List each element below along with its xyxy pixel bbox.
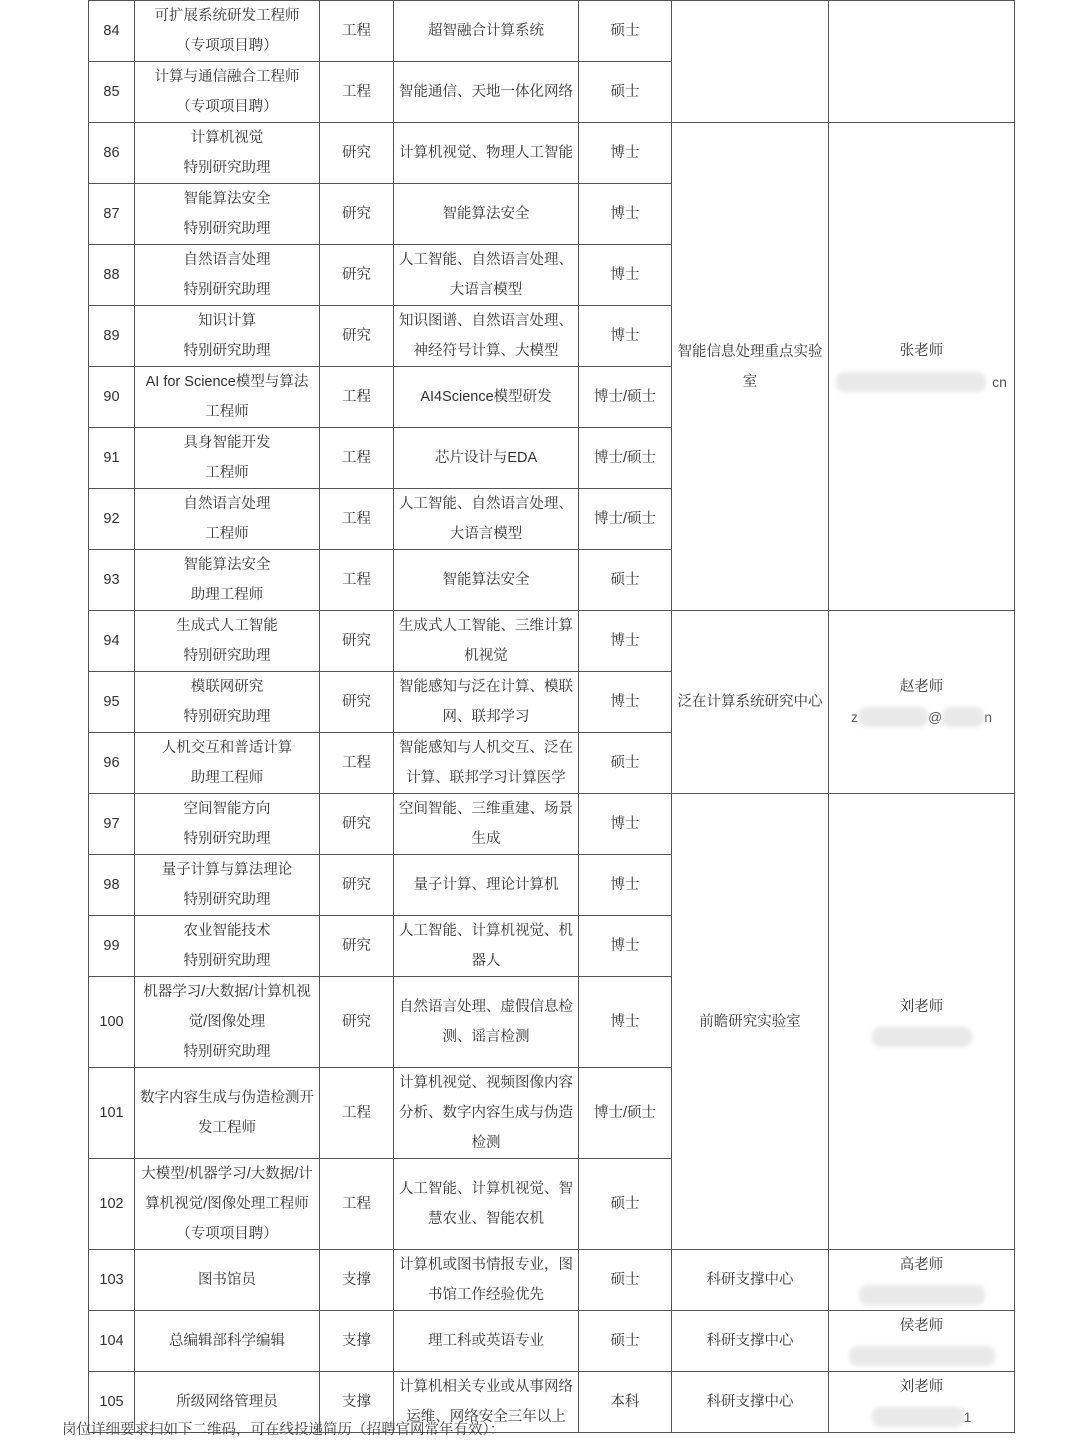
position-type: 研究 — [320, 184, 394, 245]
row-id: 87 — [89, 184, 135, 245]
degree-requirement: 博士/硕士 — [579, 489, 672, 550]
contact-name: 赵老师 — [899, 678, 944, 695]
research-field: 人工智能、计算机视觉、智 慧农业、智能农机 — [394, 1159, 579, 1250]
research-field: 量子计算、理论计算机 — [394, 855, 579, 916]
position-title: 具身智能开发 工程师 — [135, 428, 320, 489]
position-title: 所级网络管理员 — [135, 1372, 320, 1433]
row-id: 105 — [89, 1372, 135, 1433]
row-id: 102 — [89, 1159, 135, 1250]
research-field: 人工智能、自然语言处理、 大语言模型 — [394, 489, 579, 550]
position-type: 工程 — [320, 733, 394, 794]
degree-requirement: 博士 — [579, 916, 672, 977]
research-field: 计算机相关专业或从事网络 运维、网络安全三年以上 — [394, 1372, 579, 1433]
research-field: 芯片设计与EDA — [394, 428, 579, 489]
position-title: 空间智能方向 特别研究助理 — [135, 794, 320, 855]
position-type: 工程 — [320, 1, 394, 62]
research-field: 空间智能、三维重建、场景 生成 — [394, 794, 579, 855]
contact-email-redacted: z @ n — [850, 709, 992, 726]
table-row — [89, 611, 1015, 672]
position-type: 工程 — [320, 1159, 394, 1250]
degree-requirement: 博士 — [579, 611, 672, 672]
degree-requirement: 博士 — [579, 184, 672, 245]
row-id: 95 — [89, 672, 135, 733]
research-field: 知识图谱、自然语言处理、 神经符号计算、大模型 — [394, 306, 579, 367]
department-cell-empty — [672, 1, 829, 123]
degree-requirement: 博士 — [579, 306, 672, 367]
department-cell: 科研支撑中心 — [672, 1372, 829, 1433]
row-id: 91 — [89, 428, 135, 489]
table-row — [89, 1250, 1015, 1311]
research-field: 自然语言处理、虚假信息检 测、谣言检测 — [394, 977, 579, 1068]
degree-requirement: 硕士 — [579, 1, 672, 62]
footer-note: 岗位详细要求扫如下二维码，可在线投递简历（招聘官网常年有效）： — [62, 1422, 505, 1438]
contact-email-redacted: 1 — [831, 1402, 1012, 1432]
row-id: 100 — [89, 977, 135, 1068]
position-title: 量子计算与算法理论 特别研究助理 — [135, 855, 320, 916]
degree-requirement: 博士/硕士 — [579, 1068, 672, 1159]
table-row — [89, 1311, 1015, 1372]
department-cell: 智能信息处理重点实验 室 — [672, 123, 829, 611]
position-title: 总编辑部科学编辑 — [135, 1311, 320, 1372]
research-field: 计算机或图书情报专业，图 书馆工作经验优先 — [394, 1250, 579, 1311]
contact-name: 张老师 — [899, 343, 944, 360]
position-type: 研究 — [320, 916, 394, 977]
row-id: 94 — [89, 611, 135, 672]
row-id: 88 — [89, 245, 135, 306]
position-title: 智能算法安全 助理工程师 — [135, 550, 320, 611]
degree-requirement: 博士 — [579, 123, 672, 184]
research-field: 智能算法安全 — [394, 184, 579, 245]
position-type: 研究 — [320, 977, 394, 1068]
row-id: 93 — [89, 550, 135, 611]
table-row — [89, 1, 1015, 62]
position-title: 人机交互和普适计算 助理工程师 — [135, 733, 320, 794]
position-title: 大模型/机器学习/大数据/计 算机视觉/图像处理工程师 （专项项目聘） — [135, 1159, 320, 1250]
contact-name: 刘老师 — [899, 998, 944, 1015]
row-id: 85 — [89, 62, 135, 123]
position-title: 数字内容生成与伪造检测开 发工程师 — [135, 1068, 320, 1159]
degree-requirement: 硕士 — [579, 1311, 672, 1372]
row-id: 90 — [89, 367, 135, 428]
position-type: 研究 — [320, 611, 394, 672]
degree-requirement: 硕士 — [579, 1159, 672, 1250]
row-id: 98 — [89, 855, 135, 916]
position-type: 工程 — [320, 62, 394, 123]
degree-requirement: 硕士 — [579, 733, 672, 794]
degree-requirement: 硕士 — [579, 1250, 672, 1311]
degree-requirement: 博士 — [579, 855, 672, 916]
contact-email-redacted — [831, 1280, 1012, 1310]
position-type: 研究 — [320, 855, 394, 916]
row-id: 92 — [89, 489, 135, 550]
position-title: 模联网研究 特别研究助理 — [135, 672, 320, 733]
position-type: 工程 — [320, 550, 394, 611]
position-type: 研究 — [320, 672, 394, 733]
research-field: 计算机视觉、物理人工智能 — [394, 123, 579, 184]
position-title: 可扩展系统研发工程师 （专项项目聘） — [135, 1, 320, 62]
position-type: 支撑 — [320, 1372, 394, 1433]
position-type: 工程 — [320, 428, 394, 489]
contact-cell — [829, 794, 1015, 1250]
position-title: 机器学习/大数据/计算机视 觉/图像处理 特别研究助理 — [135, 977, 320, 1068]
contact-cell — [829, 1372, 1015, 1433]
position-title: 生成式人工智能 特别研究助理 — [135, 611, 320, 672]
row-id: 89 — [89, 306, 135, 367]
contact-email-redacted — [831, 1022, 1012, 1052]
position-title: 智能算法安全 特别研究助理 — [135, 184, 320, 245]
row-id: 86 — [89, 123, 135, 184]
research-field: 计算机视觉、视频图像内容 分析、数字内容生成与伪造 检测 — [394, 1068, 579, 1159]
position-type: 研究 — [320, 123, 394, 184]
department-cell: 科研支撑中心 — [672, 1250, 829, 1311]
position-title: 计算与通信融合工程师 （专项项目聘） — [135, 62, 320, 123]
position-title: 计算机视觉 特别研究助理 — [135, 123, 320, 184]
row-id: 99 — [89, 916, 135, 977]
degree-requirement: 博士/硕士 — [579, 367, 672, 428]
row-id: 101 — [89, 1068, 135, 1159]
research-field: 智能感知与泛在计算、模联 网、联邦学习 — [394, 672, 579, 733]
contact-cell-empty — [829, 1, 1015, 123]
degree-requirement: 博士 — [579, 245, 672, 306]
contact-cell — [829, 611, 1015, 794]
position-title: 图书馆员 — [135, 1250, 320, 1311]
degree-requirement: 硕士 — [579, 62, 672, 123]
research-field: 生成式人工智能、三维计算 机视觉 — [394, 611, 579, 672]
table-row — [89, 123, 1015, 184]
row-id: 104 — [89, 1311, 135, 1372]
position-type: 工程 — [320, 1068, 394, 1159]
research-field: 人工智能、计算机视觉、机 器人 — [394, 916, 579, 977]
department-cell: 前瞻研究实验室 — [672, 794, 829, 1250]
contact-name: 高老师 — [899, 1257, 944, 1273]
table-row — [89, 794, 1015, 855]
department-cell: 泛在计算系统研究中心 — [672, 611, 829, 794]
position-title: 知识计算 特别研究助理 — [135, 306, 320, 367]
position-type: 支撑 — [320, 1311, 394, 1372]
contact-email-redacted: cn — [831, 366, 1012, 396]
department-cell: 科研支撑中心 — [672, 1311, 829, 1372]
research-field: 智能通信、天地一体化网络 — [394, 62, 579, 123]
position-type: 研究 — [320, 306, 394, 367]
position-type: 研究 — [320, 245, 394, 306]
contact-cell — [829, 1250, 1015, 1311]
position-title: 农业智能技术 特别研究助理 — [135, 916, 320, 977]
recruitment-table — [88, 0, 1015, 1433]
position-type: 工程 — [320, 489, 394, 550]
position-title: 自然语言处理 工程师 — [135, 489, 320, 550]
degree-requirement: 博士 — [579, 977, 672, 1068]
row-id: 103 — [89, 1250, 135, 1311]
research-field: AI4Science模型研发 — [394, 367, 579, 428]
degree-requirement: 博士 — [579, 794, 672, 855]
degree-requirement: 硕士 — [579, 550, 672, 611]
contact-cell — [829, 123, 1015, 611]
degree-requirement: 博士/硕士 — [579, 428, 672, 489]
research-field: 人工智能、自然语言处理、 大语言模型 — [394, 245, 579, 306]
position-type: 研究 — [320, 794, 394, 855]
contact-cell — [829, 1311, 1015, 1372]
contact-email-redacted — [831, 1341, 1012, 1371]
degree-requirement: 本科 — [579, 1372, 672, 1433]
research-field: 超智融合计算系统 — [394, 1, 579, 62]
position-title: AI for Science模型与算法 工程师 — [135, 367, 320, 428]
research-field: 智能算法安全 — [394, 550, 579, 611]
row-id: 97 — [89, 794, 135, 855]
row-id: 84 — [89, 1, 135, 62]
position-title: 自然语言处理 特别研究助理 — [135, 245, 320, 306]
research-field: 智能感知与人机交互、泛在 计算、联邦学习计算医学 — [394, 733, 579, 794]
contact-name: 侯老师 — [899, 1318, 944, 1334]
position-type: 工程 — [320, 367, 394, 428]
degree-requirement: 博士 — [579, 672, 672, 733]
position-type: 支撑 — [320, 1250, 394, 1311]
research-field: 理工科或英语专业 — [394, 1311, 579, 1372]
contact-name: 刘老师 — [899, 1379, 944, 1395]
row-id: 96 — [89, 733, 135, 794]
